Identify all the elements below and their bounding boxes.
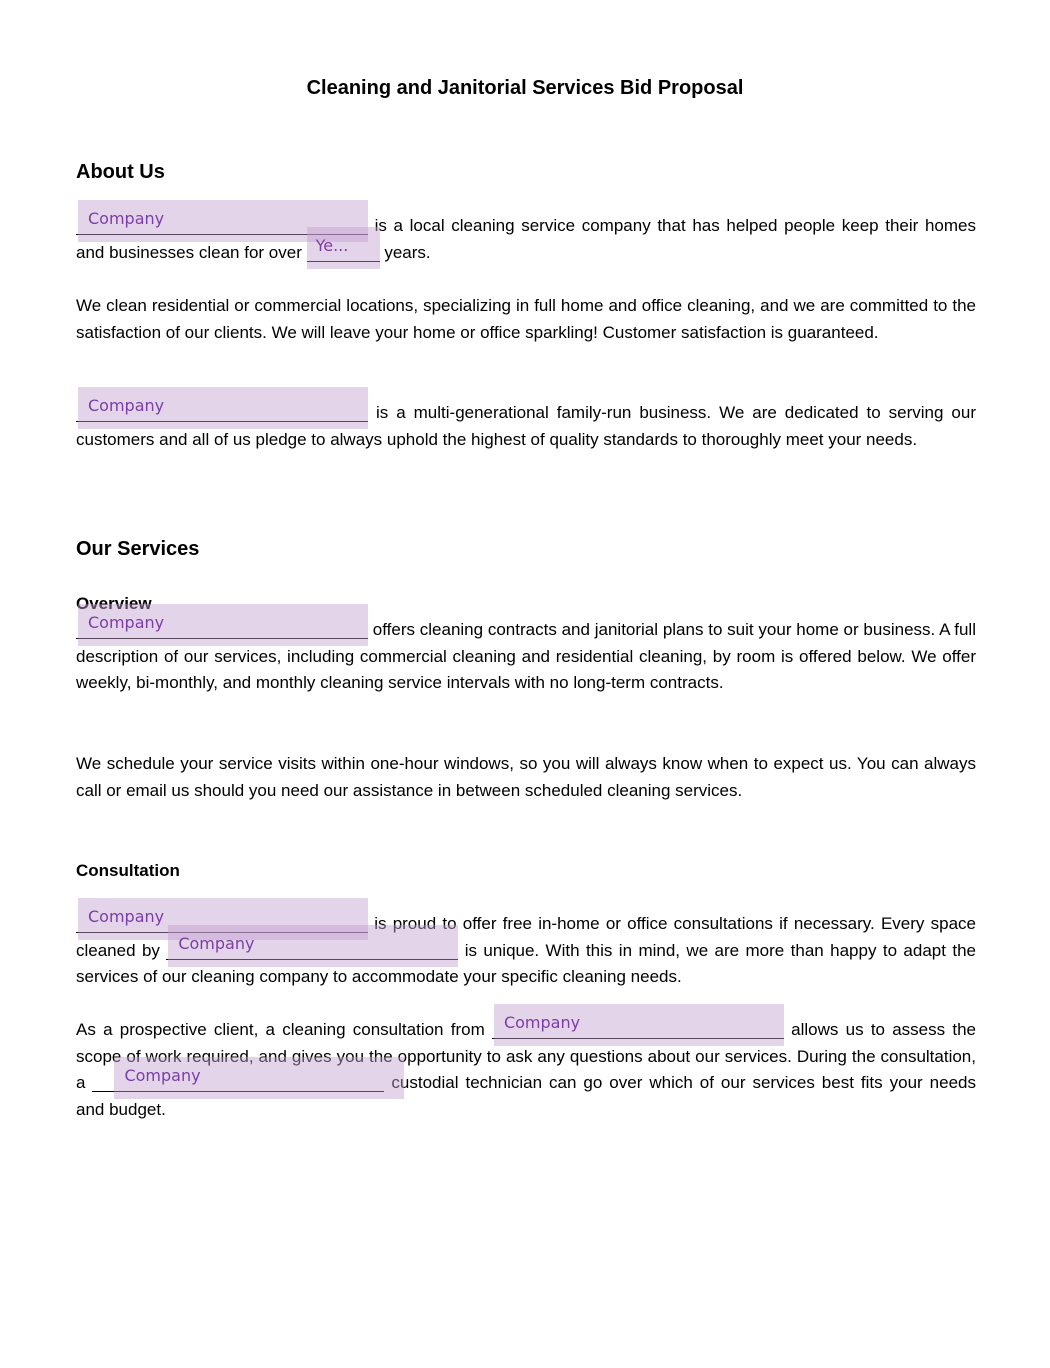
company-name-field[interactable]: Company [78, 898, 368, 940]
company-blank [92, 1066, 384, 1092]
company-name-field[interactable]: Company [114, 1057, 404, 1099]
consultation-text-2c: custodial technician can go over which of our services best fits your needs and budget. [76, 1073, 976, 1119]
consultation-text-1b: is unique. With this in mind, we are more than happy to adapt the services of our cleaning company to accommodate your specific cleaning needs. [76, 940, 976, 987]
about-text-1a: is a local cleaning service company that has helped people keep their homes and businesses clean for over [76, 216, 976, 262]
overview-paragraph-2: We schedule your service visits within one-hour windows, so you will always know when to expect us. You can always call or email us should you need our assistance in between scheduled cleaning services. [76, 754, 976, 800]
consultation-text-1a: is proud to offer free in-home or office consultations if necessary. Every space cleaned by [76, 914, 976, 960]
company-name-field[interactable]: Company [78, 387, 368, 429]
company-blank [76, 396, 368, 422]
about-paragraph-1 [76, 209, 976, 266]
company-blank [166, 933, 458, 960]
company-blank [492, 1013, 784, 1039]
overview-paragraph-1 [76, 613, 976, 697]
document-title: Cleaning and Janitorial Services Bid Proposal [306, 77, 744, 99]
years-field[interactable]: Ye... [307, 227, 380, 269]
about-paragraph-3 [76, 396, 976, 453]
company-name-field[interactable]: Company [78, 604, 368, 646]
consultation-paragraph-2 [76, 1013, 976, 1123]
our-services-heading: Our Services [76, 538, 200, 560]
company-name-field[interactable]: Company [168, 925, 458, 967]
about-paragraph-2: We clean residential or commercial locations, specializing in full home and office cleaning, and we are committed to the satisfaction of our clients. We will leave your home or office sparkling! Customer satisfaction is guaranteed. [76, 296, 976, 342]
overview-heading: Overview [76, 594, 152, 613]
about-us-heading: About Us [76, 161, 165, 183]
consultation-text-2a: As a prospective client, a cleaning consultation from [76, 1020, 492, 1039]
about-text-1b: years. [379, 242, 431, 262]
consultation-text-2b: allows us to assess the scope of work required, and gives you the opportunity to ask any questions about our services. During the consultation, a [76, 1020, 976, 1093]
consultation-paragraph-1 [76, 907, 976, 991]
company-name-field[interactable]: Company [78, 200, 368, 242]
company-blank [76, 613, 368, 639]
company-name-field[interactable]: Company [494, 1004, 784, 1046]
years-blank [307, 235, 380, 262]
overview-text-1a: offers cleaning contracts and janitorial plans to suit your home or business. A full description of our services, including commercial cleaning and residential cleaning, by room is offered below. We offer weekly, bi-monthly, and monthly cleaning service intervals with no long-term contracts. [76, 620, 976, 693]
about-text-3a: is a multi-generational family-run business. We are dedicated to serving our customers and all of us pledge to always uphold the highest of quality standards to thoroughly meet your needs. [76, 403, 976, 449]
consultation-heading: Consultation [76, 861, 180, 880]
